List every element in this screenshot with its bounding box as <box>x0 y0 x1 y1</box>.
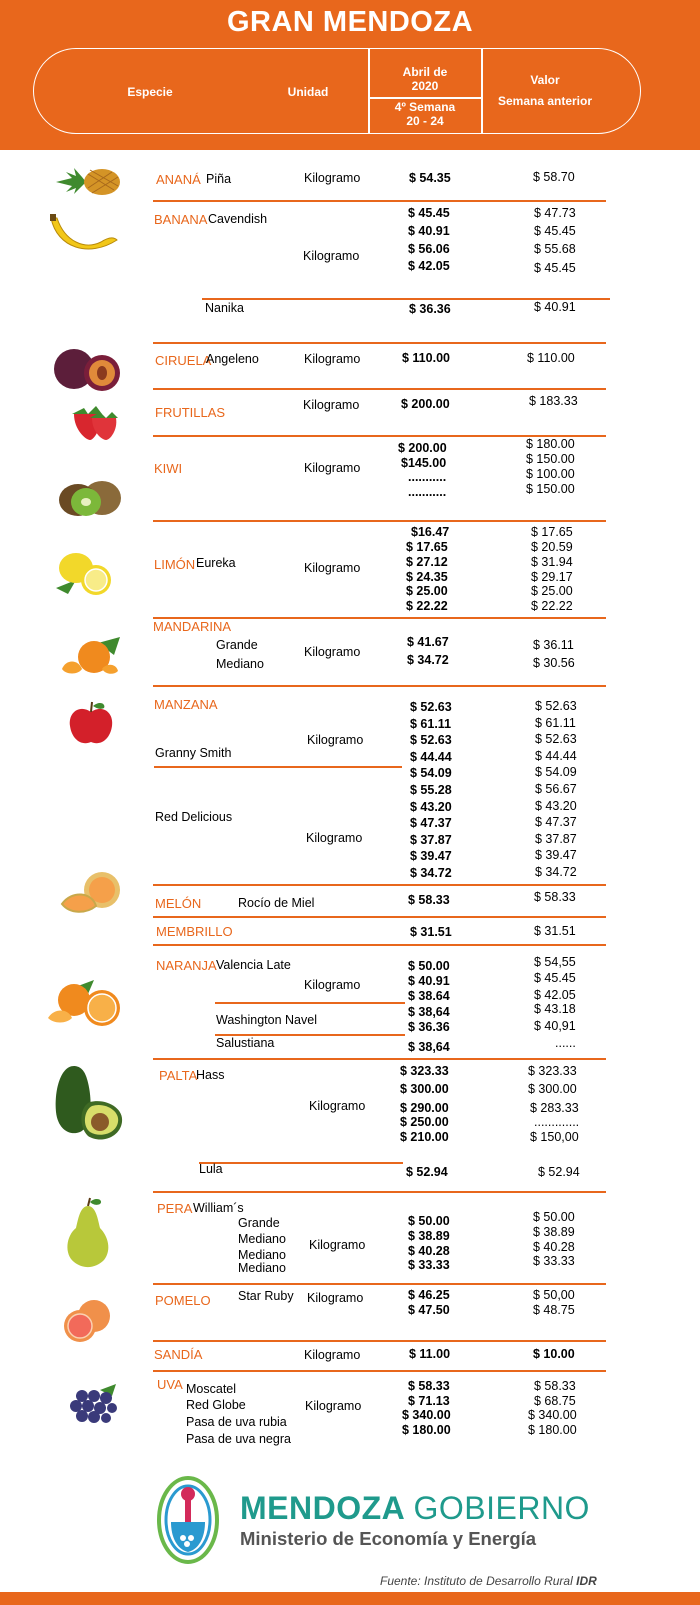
previous-price: $ 43.20 <box>535 799 577 813</box>
row-separator <box>215 1002 405 1004</box>
current-price: $ 38,64 <box>408 1040 450 1054</box>
variety-pasa-negra: Pasa de uva negra <box>186 1432 291 1446</box>
fruit-name-kiwi: KIWI <box>154 461 183 476</box>
current-price: $ 43.20 <box>410 800 452 814</box>
header-especie: Especie <box>127 85 173 99</box>
previous-price: $ 340.00 <box>528 1408 577 1422</box>
row-separator <box>154 766 402 768</box>
previous-price: $ 58.33 <box>534 890 576 904</box>
current-price: $ 46.25 <box>408 1288 450 1302</box>
row-separator <box>153 1058 606 1060</box>
previous-price: $ 40.91 <box>534 300 576 314</box>
previous-price: $ 20.59 <box>531 540 573 554</box>
previous-price: ...... <box>555 1036 576 1050</box>
previous-price: $ 52.63 <box>535 732 577 746</box>
current-price: $ 36.36 <box>408 1020 450 1034</box>
current-price: $ 22.22 <box>406 599 448 613</box>
page-title: GRAN MENDOZA <box>226 6 474 38</box>
variety-nanika: Nanika <box>205 301 244 315</box>
previous-price: $ 33.33 <box>533 1254 575 1268</box>
current-price: $ 110.00 <box>402 351 450 365</box>
previous-price: $ 36.11 <box>533 638 574 652</box>
current-price: $ 38.89 <box>408 1229 450 1243</box>
current-price: $ 200.00 <box>401 397 450 411</box>
unit-ciruela: Kilogramo <box>304 352 361 366</box>
unit-palta: Kilogramo <box>309 1099 366 1113</box>
previous-price: $ 31.94 <box>531 555 573 569</box>
fruit-name-uva: UVA <box>157 1377 183 1392</box>
row-separator <box>153 944 606 946</box>
variety-melon: Rocío de Miel <box>238 896 315 910</box>
variety-limon: Eureka <box>196 556 236 570</box>
banana-icon <box>47 212 122 257</box>
previous-price: $ 40,91 <box>534 1019 576 1033</box>
current-price: $ 47.50 <box>408 1303 450 1317</box>
current-price: $ 71.13 <box>408 1394 450 1408</box>
previous-price: $ 37.87 <box>535 832 577 846</box>
current-price: $ 37.87 <box>410 833 452 847</box>
current-price: $ 290.00 <box>400 1101 449 1115</box>
fruit-name-sandia: SANDÍA <box>154 1347 203 1362</box>
header-semana: 4º Semana 20 - 24 <box>394 100 456 128</box>
fruit-name-palta: PALTA <box>159 1068 198 1083</box>
previous-price: $ 300.00 <box>528 1082 577 1096</box>
current-price: $ 250.00 <box>400 1115 449 1129</box>
fruit-name-frutillas: FRUTILLAS <box>155 405 226 420</box>
unit-pomelo: Kilogramo <box>307 1291 364 1305</box>
fruit-name-melon: MELÓN <box>155 896 202 911</box>
kiwi-icon <box>54 478 124 518</box>
fruit-name-ciruela: CIRUELA <box>155 353 212 368</box>
unit-pera: Kilogramo <box>309 1238 366 1252</box>
previous-price: $ 44.44 <box>535 749 577 763</box>
previous-price: $ 183.33 <box>529 394 578 408</box>
previous-price: $ 283.33 <box>530 1101 579 1115</box>
variety-pasa-rubia: Pasa de uva rubia <box>186 1415 287 1429</box>
current-price: $ 17.65 <box>406 540 448 554</box>
current-price: $ 300.00 <box>400 1082 449 1096</box>
ministry-name: Ministerio de Economía y Energía <box>240 1528 537 1549</box>
variety-banana: Cavendish <box>208 212 268 226</box>
previous-price: $ 47.37 <box>535 815 577 829</box>
size-mediano: Mediano <box>238 1248 286 1262</box>
header-divider <box>368 48 370 134</box>
current-price: $ 11.00 <box>409 1347 451 1361</box>
unit-banana: Kilogramo <box>303 249 360 263</box>
unit-anana: Kilogramo <box>304 171 361 185</box>
current-price: ........... <box>408 485 447 499</box>
variety-red-globe: Red Globe <box>186 1398 246 1412</box>
fruit-name-manzana: MANZANA <box>154 697 218 712</box>
pear-icon <box>60 1196 116 1270</box>
variety-ciruela: Angeleno <box>206 352 259 366</box>
current-price: $ 42.05 <box>408 259 450 273</box>
fruit-name-pera: PERA <box>157 1201 193 1216</box>
row-separator <box>153 200 606 202</box>
current-price: $ 33.33 <box>408 1258 450 1272</box>
current-price: $ 39.47 <box>410 849 452 863</box>
current-price: $ 50.00 <box>408 959 450 973</box>
previous-price: $ 34.72 <box>535 865 577 879</box>
current-price: $ 34.72 <box>410 866 452 880</box>
current-price: ........... <box>408 470 447 484</box>
previous-price: $ 58.70 <box>533 170 575 184</box>
source-note: Fuente: Instituto de Desarrollo Rural IDR <box>380 1574 597 1588</box>
row-separator <box>153 916 606 918</box>
variety-lula: Lula <box>199 1162 223 1176</box>
melon-icon <box>58 870 126 916</box>
current-price: $145.00 <box>401 456 447 470</box>
size-grande: Grande <box>238 1216 280 1230</box>
plum-icon <box>50 345 125 393</box>
current-price: $ 61.11 <box>410 717 452 731</box>
previous-price: $ 31.51 <box>534 924 576 938</box>
row-separator <box>199 1162 403 1164</box>
variety-grande: Grande <box>216 638 258 652</box>
variety-williams: William´s <box>193 1201 244 1215</box>
previous-price: $ 150,00 <box>530 1130 579 1144</box>
current-price: $ 50.00 <box>408 1214 450 1228</box>
variety-washington-navel: Washington Navel <box>216 1013 317 1027</box>
variety-salustiana: Salustiana <box>216 1036 275 1050</box>
current-price: $ 54.35 <box>409 171 451 185</box>
previous-price: $ 61.11 <box>535 716 576 730</box>
previous-price: ............. <box>534 1115 580 1129</box>
previous-price: $ 45.45 <box>534 261 576 275</box>
header-divider <box>368 97 481 99</box>
variety-hass: Hass <box>196 1068 225 1082</box>
mandarin-icon <box>58 633 126 677</box>
previous-price: $ 54,55 <box>534 955 576 969</box>
current-price: $ 38,64 <box>408 1005 450 1019</box>
fruit-name-limon: LIMÓN <box>154 557 196 572</box>
unit-naranja: Kilogramo <box>304 978 361 992</box>
row-separator <box>153 520 606 522</box>
current-price: $ 45.45 <box>408 206 450 220</box>
previous-price: $ 30.56 <box>533 656 575 670</box>
row-separator <box>153 1191 606 1193</box>
unit-kiwi: Kilogramo <box>304 461 361 475</box>
current-price: $ 340.00 <box>402 1408 451 1422</box>
current-price: $ 27.12 <box>406 555 448 569</box>
unit-uva: Kilogramo <box>305 1399 362 1413</box>
previous-price: $ 150.00 <box>526 452 575 466</box>
logo-wordmark: MENDOZA GOBIERNO <box>240 1490 590 1526</box>
previous-price: $ 180.00 <box>528 1423 577 1437</box>
previous-price: $ 40.28 <box>533 1240 575 1254</box>
current-price: $ 52.63 <box>410 700 452 714</box>
header-band <box>0 0 700 150</box>
row-separator <box>153 388 606 390</box>
previous-price: $ 55.68 <box>534 242 576 256</box>
previous-price: $ 17.65 <box>531 525 573 539</box>
previous-price: $ 29.17 <box>531 570 573 584</box>
previous-price: $ 52.63 <box>535 699 577 713</box>
fruit-name-membrillo: MEMBRILLO <box>156 924 233 939</box>
lemon-icon <box>52 550 122 598</box>
header-divider <box>481 48 483 134</box>
unit-mandarina: Kilogramo <box>304 645 361 659</box>
variety-granny-smith: Granny Smith <box>155 746 232 760</box>
grapefruit-icon <box>58 1298 116 1344</box>
current-price: $ 44.44 <box>410 750 452 764</box>
current-price: $ 40.91 <box>408 224 450 238</box>
current-price: $ 323.33 <box>400 1064 449 1078</box>
previous-price: $ 43.18 <box>534 1002 576 1016</box>
previous-price: $ 39.47 <box>535 848 577 862</box>
current-price: $ 200.00 <box>398 441 447 455</box>
previous-price: $ 48.75 <box>533 1303 575 1317</box>
previous-price: $ 150.00 <box>526 482 575 496</box>
unit-manzana: Kilogramo <box>307 733 364 747</box>
mendoza-coat-of-arms-icon <box>157 1472 219 1564</box>
current-price: $16.47 <box>411 525 450 539</box>
current-price: $ 210.00 <box>400 1130 449 1144</box>
row-separator <box>153 1283 606 1285</box>
current-price: $ 34.72 <box>407 653 449 667</box>
current-price: $ 55.28 <box>410 783 452 797</box>
current-price: $ 24.35 <box>406 570 448 584</box>
fruit-name-mandarina: MANDARINA <box>153 619 232 634</box>
current-price: $ 41.67 <box>407 635 449 649</box>
unit-sandia: Kilogramo <box>304 1348 361 1362</box>
current-price: $ 58.33 <box>408 1379 450 1393</box>
previous-price: $ 50.00 <box>533 1210 575 1224</box>
variety-star-ruby: Star Ruby <box>238 1289 294 1303</box>
previous-price: $ 58.33 <box>534 1379 576 1393</box>
fruit-name-pomelo: POMELO <box>155 1293 211 1308</box>
previous-price: $ 52.94 <box>538 1165 580 1179</box>
previous-price: $ 56.67 <box>535 782 577 796</box>
strawberry-icon <box>64 400 120 444</box>
row-separator <box>153 685 606 687</box>
current-price: $ 31.51 <box>410 925 452 939</box>
previous-price: $ 54.09 <box>535 765 577 779</box>
fruit-name-anana: ANANÁ <box>156 172 201 187</box>
current-price: $ 40.91 <box>408 974 450 988</box>
header-unidad: Unidad <box>287 85 329 99</box>
footer-band <box>0 1592 700 1605</box>
variety-red-delicious: Red Delicious <box>155 810 233 824</box>
current-price: $ 47.37 <box>410 816 452 830</box>
current-price: $ 25.00 <box>406 584 448 598</box>
current-price: $ 36.36 <box>409 302 451 316</box>
current-price: $ 40.28 <box>408 1244 450 1258</box>
previous-price: $ 38.89 <box>533 1225 575 1239</box>
size-mediano: Mediano <box>238 1232 286 1246</box>
current-price: $ 38.64 <box>408 989 450 1003</box>
previous-price: $ 25.00 <box>531 584 573 598</box>
unit-limon: Kilogramo <box>304 561 361 575</box>
previous-price: $ 100.00 <box>526 467 575 481</box>
size-mediano: Mediano <box>238 1261 286 1275</box>
variety-anana: Piña <box>206 172 232 186</box>
previous-price: $ 10.00 <box>533 1347 575 1361</box>
header-valor: Valor Semana anterior <box>497 73 593 108</box>
grapes-icon <box>64 1382 124 1428</box>
current-price: $ 52.94 <box>406 1165 448 1179</box>
row-separator <box>153 1370 606 1372</box>
avocado-icon <box>50 1062 128 1144</box>
previous-price: $ 68.75 <box>534 1394 576 1408</box>
orange-icon <box>44 978 124 1028</box>
header-abril: Abril de 2020 <box>402 65 448 93</box>
previous-price: $ 45.45 <box>534 971 576 985</box>
current-price: $ 52.63 <box>410 733 452 747</box>
previous-price: $ 47.73 <box>534 206 576 220</box>
row-separator <box>153 342 606 344</box>
pineapple-icon <box>52 166 122 198</box>
unit-manzana: Kilogramo <box>306 831 363 845</box>
variety-mediano: Mediano <box>216 657 264 671</box>
row-separator <box>153 1340 606 1342</box>
previous-price: $ 110.00 <box>527 351 575 365</box>
current-price: $ 54.09 <box>410 766 452 780</box>
previous-price: $ 42.05 <box>534 988 576 1002</box>
current-price: $ 56.06 <box>408 242 450 256</box>
fruit-name-naranja: NARANJA <box>156 958 217 973</box>
current-price: $ 180.00 <box>402 1423 451 1437</box>
previous-price: $ 50,00 <box>533 1288 575 1302</box>
previous-price: $ 22.22 <box>531 599 573 613</box>
previous-price: $ 323.33 <box>528 1064 577 1078</box>
variety-valencia-late: Valencia Late <box>216 958 291 972</box>
apple-icon <box>66 700 116 748</box>
fruit-name-banana: BANANA <box>154 212 208 227</box>
unit-frutillas: Kilogramo <box>303 398 360 412</box>
variety-moscatel: Moscatel <box>186 1382 237 1396</box>
row-separator <box>153 884 606 886</box>
previous-price: $ 180.00 <box>526 437 575 451</box>
previous-price: $ 45.45 <box>534 224 576 238</box>
current-price: $ 58.33 <box>408 893 450 907</box>
